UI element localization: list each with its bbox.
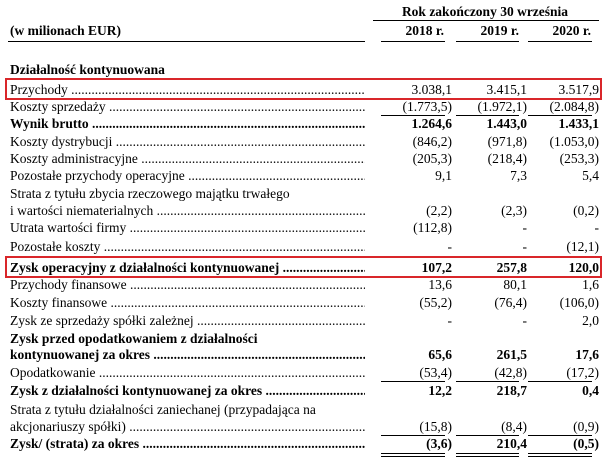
row-label: Przychody finansowe ..... — [10, 276, 365, 293]
row-label: akcjonariuszy spółki) ..... — [10, 418, 365, 435]
subtotal-rule — [528, 115, 592, 116]
subtotal-rule — [381, 115, 445, 116]
period-header: Rok zakończony 30 września — [401, 4, 569, 19]
table-row — [10, 219, 605, 236]
row-value-2020: (0,9) — [573, 419, 599, 434]
row-value-2019: 257,8 — [496, 260, 527, 275]
table-row — [10, 185, 605, 202]
header-rule-2019 — [456, 41, 519, 42]
row-value-2018: 9,1 — [435, 168, 452, 183]
row-label: Koszty sprzedaży ..... — [10, 98, 365, 115]
row-label: Utrata wartości firmy ..... — [10, 219, 365, 236]
row-label: Strata z tytułu zbycia rzeczowego majątku trwałego — [10, 186, 290, 201]
row-value-2019: (218,4) — [487, 151, 527, 166]
row-value-2020: (0,5) — [573, 436, 599, 451]
table-row — [10, 312, 605, 329]
row-label: kontynuowanej za okres ..... — [10, 346, 365, 363]
highlight-przychody — [5, 78, 602, 100]
row-value-2018: (55,2) — [419, 295, 452, 310]
table-row — [10, 133, 605, 150]
row-value-2020: (17,2) — [566, 365, 599, 380]
table-row — [10, 294, 605, 311]
row-value-2020: 5,4 — [582, 168, 599, 183]
year-header-2018: 2018 r. — [405, 23, 444, 38]
header-rule-2018 — [381, 41, 445, 42]
header-rule-2020 — [528, 41, 592, 42]
subtotal-rule — [528, 435, 592, 436]
row-value-2018: (205,3) — [412, 151, 452, 166]
row-value-2018: 1.264,6 — [411, 116, 452, 131]
row-value-2019: 1.443,0 — [486, 116, 527, 131]
subtotal-rule — [456, 381, 519, 382]
row-label: Koszty finansowe ..... — [10, 294, 365, 311]
row-value-2019: 3.415,1 — [486, 82, 527, 97]
row-value-2020: - — [594, 220, 599, 235]
row-value-2018: 12,2 — [428, 383, 452, 398]
row-label: Zysk przed opodatkowaniem z działalności — [10, 331, 258, 346]
row-value-2018: (112,8) — [413, 220, 452, 235]
row-value-2019: - — [522, 220, 527, 235]
row-label: Przychody ..... — [10, 81, 365, 98]
row-value-2019: 210,4 — [496, 436, 527, 451]
total-double-rule — [456, 453, 519, 457]
row-value-2018: (3,6) — [426, 436, 452, 451]
row-value-2019: 261,5 — [496, 347, 527, 362]
row-label: Wynik brutto ..... — [10, 115, 365, 132]
row-value-2020: 0,4 — [582, 383, 599, 398]
row-value-2020: (12,1) — [566, 239, 599, 254]
row-value-2020: 17,6 — [575, 347, 599, 362]
table-row — [10, 418, 605, 435]
row-value-2020: (253,3) — [559, 151, 599, 166]
row-value-2018: (2,2) — [426, 203, 452, 218]
row-label: Strata z tytułu działalności zaniechanej (przypadająca na — [10, 402, 316, 417]
row-value-2020: (2.084,8) — [549, 99, 599, 114]
row-value-2019: 80,1 — [503, 277, 527, 292]
row-value-2018: (1.773,5) — [402, 99, 452, 114]
table-row — [10, 238, 605, 255]
row-value-2019: (2,3) — [501, 203, 527, 218]
row-value-2019: (42,8) — [494, 365, 527, 380]
table-row — [10, 401, 605, 418]
row-value-2018: 3.038,1 — [411, 82, 452, 97]
table-row — [10, 202, 605, 219]
table-row — [10, 276, 605, 293]
row-label: i wartości niematerialnych ..... — [10, 202, 365, 219]
table-row — [10, 346, 605, 363]
row-label: Zysk ze sprzedaży spółki zależnej ..... — [10, 312, 365, 329]
row-value-2020: 3.517,9 — [558, 82, 599, 97]
row-value-2020: 120,0 — [568, 260, 599, 275]
row-value-2018: 107,2 — [421, 260, 452, 275]
row-label: Koszty dystrybucji ..... — [10, 133, 365, 150]
year-header-2020: 2020 r. — [552, 23, 591, 38]
row-value-2018: (15,8) — [419, 419, 452, 434]
row-value-2020: (0,2) — [573, 203, 599, 218]
table-row — [10, 115, 605, 132]
row-value-2019: (8,4) — [501, 419, 527, 434]
row-value-2019: (971,8) — [487, 134, 527, 149]
row-value-2019: 218,7 — [496, 383, 527, 398]
row-value-2018: (846,2) — [412, 134, 452, 149]
table-row — [10, 364, 605, 381]
row-value-2018: 13,6 — [428, 277, 452, 292]
subtotal-rule — [381, 381, 445, 382]
row-value-2020: 1.433,1 — [558, 116, 599, 131]
row-value-2019: - — [522, 313, 527, 328]
row-label: Pozostałe przychody operacyjne ..... — [10, 167, 365, 184]
row-label: Opodatkowanie ..... — [10, 364, 365, 381]
highlight-zysk-operacyjny — [5, 256, 602, 278]
row-value-2019: (76,4) — [494, 295, 527, 310]
subtotal-rule — [381, 435, 445, 436]
row-value-2018: - — [447, 313, 452, 328]
row-label: Pozostałe koszty ..... — [10, 238, 365, 255]
row-value-2020: 1,6 — [582, 277, 599, 292]
table-row — [10, 98, 605, 115]
row-value-2020: (106,0) — [559, 295, 599, 310]
period-header-rule — [373, 20, 599, 21]
row-value-2019: 7,3 — [510, 168, 527, 183]
row-value-2019: (1.972,1) — [477, 99, 527, 114]
table-row — [10, 435, 605, 452]
row-value-2020: (1.053,0) — [549, 134, 599, 149]
row-label: Koszty administracyjne ..... — [10, 150, 365, 167]
total-double-rule — [528, 453, 592, 457]
header-rule-left — [8, 41, 365, 42]
subtotal-rule — [456, 115, 519, 116]
unit-label: (w milionach EUR) — [10, 23, 121, 38]
row-label: Zysk operacyjny z działalności kontynuowanej ..... — [10, 259, 365, 276]
row-label: Zysk z działalności kontynuowanej za okres ..... — [10, 382, 365, 399]
row-value-2019: - — [522, 239, 527, 254]
table-row — [10, 330, 605, 347]
total-double-rule — [381, 453, 445, 457]
subtotal-rule — [528, 381, 592, 382]
section-title: Działalność kontynuowana — [10, 62, 165, 77]
row-value-2020: 2,0 — [582, 313, 599, 328]
table-row — [10, 167, 605, 184]
row-value-2018: - — [447, 239, 452, 254]
subtotal-rule — [456, 435, 519, 436]
row-value-2018: (53,4) — [419, 365, 452, 380]
row-value-2018: 65,6 — [428, 347, 452, 362]
table-row — [10, 382, 605, 399]
year-header-2019: 2019 r. — [480, 23, 519, 38]
row-label: Zysk/ (strata) za okres ..... — [10, 435, 365, 452]
table-row — [10, 150, 605, 167]
